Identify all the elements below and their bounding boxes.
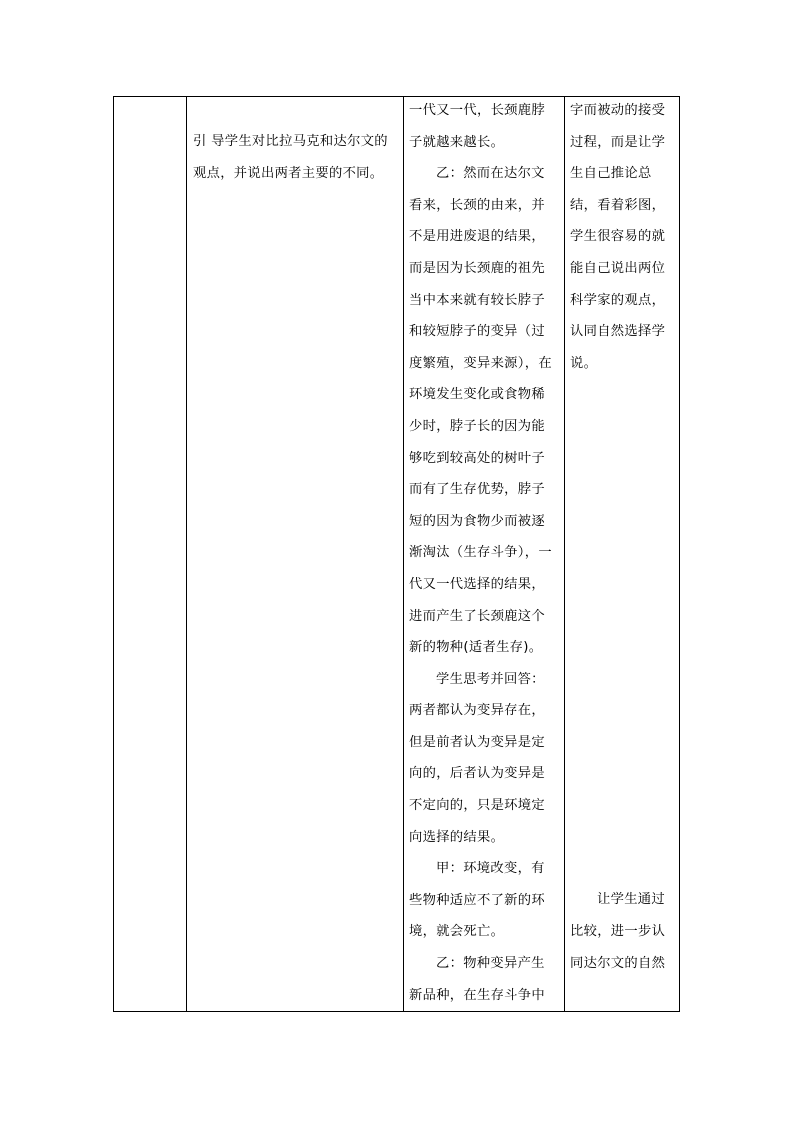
text-line: 而有了生存优势，脖子	[409, 482, 545, 498]
text-line: 度繁殖，变异来源），在	[409, 355, 552, 371]
text-line: 但是前者认为变异是定	[409, 734, 545, 750]
text-line: 向的，后者认为变异是	[409, 766, 545, 782]
text-line: 新的物种(适者生存)。	[409, 640, 543, 656]
teacher-activity-cell	[187, 97, 404, 1012]
text-line: 学生思考并回答：	[436, 671, 545, 687]
text-line: 子就越来越长。	[409, 134, 505, 150]
lesson-table	[113, 96, 680, 1012]
text-line: 一代又一代，长颈鹿脖	[409, 103, 545, 118]
text-line: 认同自然选择学	[570, 324, 666, 340]
text-line: 学生很容易的就	[570, 229, 666, 245]
spacer	[570, 379, 674, 884]
text-line: 生自己推论总	[570, 166, 652, 182]
text-line: 说。	[570, 355, 598, 371]
text-line: 代又一代选择的结果，	[409, 576, 545, 592]
table-row	[114, 97, 680, 1012]
text-line: 进而产生了长颈鹿这个	[409, 608, 545, 624]
text-line: 科学家的观点，	[570, 292, 666, 308]
text-line: 甲：环境改变，有	[436, 861, 545, 877]
text-line: 观点，并说出两者主要的不同。	[193, 165, 384, 181]
text-line: 乙：然而在达尔文	[436, 166, 545, 182]
text-line: 过程，而是让学	[570, 134, 666, 150]
text-line: 字而被动的接受	[570, 103, 666, 118]
text-line: 短的因为食物少而被逐	[409, 513, 545, 529]
text-line: 能自己说出两位	[570, 260, 666, 276]
text-line: 看来，长颈的由来，并	[409, 197, 545, 213]
text-line: 和较短脖子的变异（过	[409, 324, 545, 340]
text-line: 结，看着彩图，	[570, 197, 666, 213]
text-line: 不是用进废退的结果，	[409, 229, 545, 245]
text-line: 而是因为长颈鹿的祖先	[409, 260, 545, 276]
text-line: 不定向的，只是环境定	[409, 798, 545, 814]
text-line: 向选择的结果。	[409, 829, 505, 845]
text-line: 乙：物种变异产生	[436, 956, 545, 972]
table-cell-blank	[114, 97, 187, 1012]
text-line: 比较，进一步认	[570, 923, 666, 939]
text-line: 些物种适应不了新的环	[409, 892, 545, 908]
text-line: 新品种，在生存斗争中	[409, 987, 545, 1003]
text-line: 渐淘汰（生存斗争），一	[409, 545, 552, 561]
text-line: 当中本来就有较长脖子	[409, 292, 545, 308]
text-line: 让学生通过	[597, 892, 665, 908]
text-line: 少时，脖子长的因为能	[409, 418, 545, 434]
text-line: 环境发生变化或食物稀	[409, 387, 545, 403]
text-line: 引 导学生对比拉马克和达尔文的	[193, 134, 388, 149]
design-intent-cell	[565, 97, 680, 1012]
text-line: 两者都认为变异存在，	[409, 703, 545, 719]
text-line: 境，就会死亡。	[409, 924, 505, 940]
student-activity-cell	[404, 97, 565, 1012]
text-line: 同达尔文的自然	[570, 955, 666, 971]
text-line: 够吃到较高处的树叶子	[409, 450, 545, 466]
